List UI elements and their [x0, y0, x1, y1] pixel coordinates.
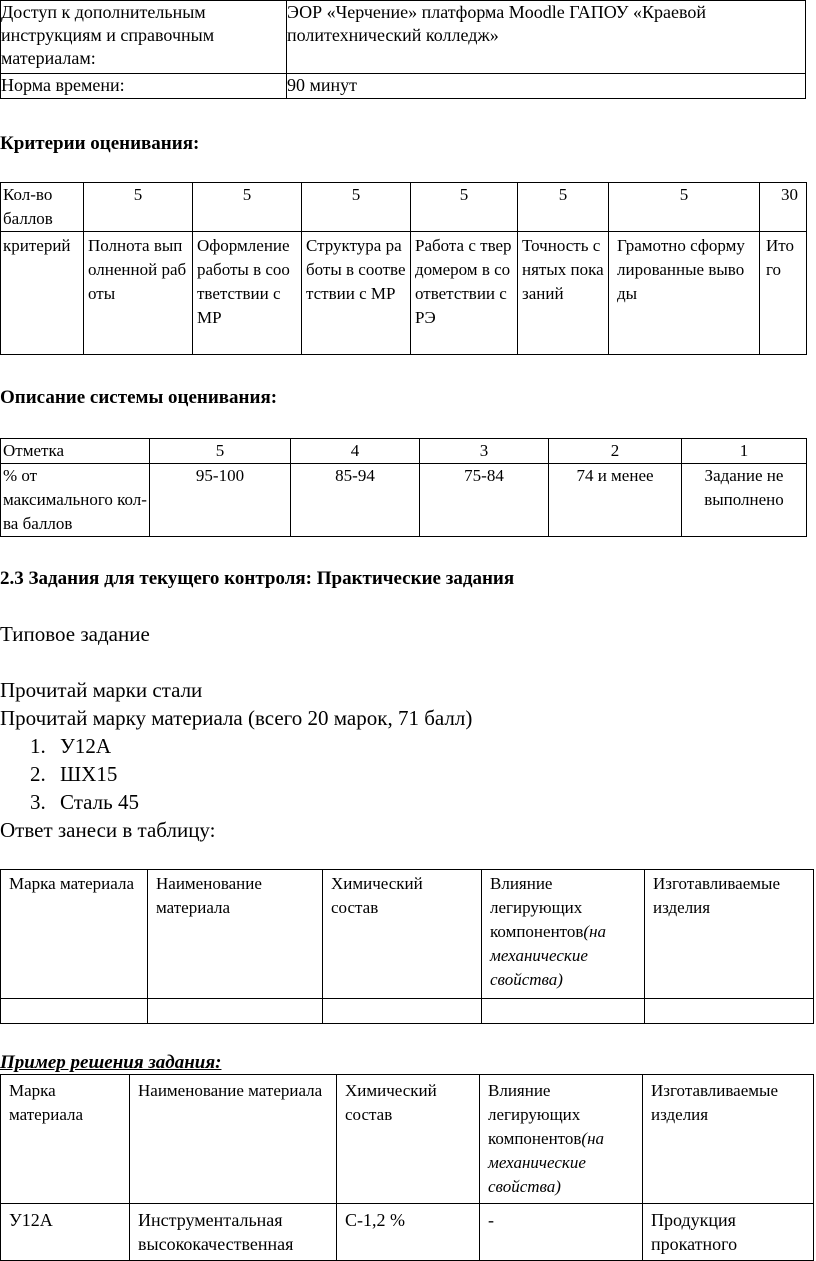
- table-cell: [1, 183, 84, 232]
- table-cell: [760, 232, 807, 355]
- criterion-name: Структура работы в соответствии с МР: [306, 236, 406, 303]
- table-cell: [645, 999, 814, 1024]
- table-cell: [291, 439, 420, 464]
- table-cell: [682, 464, 807, 537]
- list-text: Сталь 45: [60, 790, 139, 814]
- table-cell: [643, 1075, 814, 1204]
- table-cell: [148, 870, 323, 999]
- criterion-name: Оформление работы в соответствии с МР: [197, 236, 290, 327]
- table-cell: [609, 232, 760, 355]
- table-cell: [1, 1204, 130, 1261]
- material-grade: У12А: [9, 1210, 53, 1230]
- info-table: [0, 0, 806, 99]
- table-row: [1, 870, 814, 999]
- points-value: 5: [351, 185, 361, 204]
- criterion-name: Работа с твердомером в соответствии с РЭ: [415, 236, 512, 327]
- time-value: 90 минут: [287, 75, 358, 95]
- column-header: Изготавливаемые изделия: [653, 874, 781, 917]
- table-cell: [549, 464, 682, 537]
- table-cell: [645, 870, 814, 999]
- answer-table: [0, 869, 814, 1024]
- list-item: [30, 762, 117, 787]
- table-row: [1, 74, 806, 99]
- column-header: Химический состав: [331, 874, 423, 917]
- column-header-note: (на механические свойства): [490, 922, 607, 989]
- table-cell: [1, 870, 148, 999]
- table-cell: [150, 439, 291, 464]
- table-row: [1, 999, 814, 1024]
- column-header: Наименование материала: [156, 874, 262, 917]
- list-item: [30, 734, 111, 759]
- points-value: 5: [459, 185, 469, 204]
- mark-value: 3: [479, 441, 489, 460]
- percent-range: 95-100: [195, 466, 245, 485]
- table-cell: [518, 232, 609, 355]
- table-cell: [760, 183, 807, 232]
- list-item: [30, 790, 139, 815]
- tasks-heading: 2.3 Задания для текущего контроля: Практические задания: [0, 568, 515, 589]
- chemical-composition: С-1,2 %: [345, 1210, 405, 1230]
- task-line: Прочитай марку материала (всего 20 марок, 71 балл): [0, 706, 473, 730]
- column-header: Изготавливаемые изделия: [651, 1081, 779, 1124]
- points-value: 5: [558, 185, 568, 204]
- table-cell: [420, 439, 549, 464]
- time-label: Норма времени:: [1, 75, 125, 95]
- criteria-heading: Критерии оценивания:: [0, 133, 200, 154]
- table-cell: [1, 1, 287, 74]
- criterion-total: Итого: [766, 236, 794, 279]
- table-cell: [148, 999, 323, 1024]
- table-cell: [1, 464, 150, 537]
- column-header: Химический состав: [345, 1081, 437, 1124]
- mark-value: 2: [610, 441, 620, 460]
- table-cell: [193, 183, 302, 232]
- table-cell: [150, 464, 291, 537]
- table-cell: [682, 439, 807, 464]
- list-text: ШХ15: [60, 762, 118, 786]
- table-cell: [420, 464, 549, 537]
- column-header: Марка материала: [9, 874, 135, 893]
- list-number: 1.: [30, 734, 46, 758]
- table-cell: [482, 870, 645, 999]
- column-header: Влияние легирующих компонентов: [490, 874, 584, 941]
- material-name: Инструментальная высококачественная: [138, 1210, 294, 1254]
- table-row: [1, 232, 807, 355]
- table-cell: [518, 183, 609, 232]
- table-cell: [549, 439, 682, 464]
- points-total: 30: [781, 185, 798, 204]
- list-text: У12А: [60, 734, 112, 758]
- table-cell: [1, 1075, 130, 1204]
- percent-range: 74 и менее: [576, 466, 654, 485]
- mark-value: 5: [215, 441, 225, 460]
- percent-range: Задание не выполнено: [704, 466, 784, 509]
- table-cell: [411, 232, 518, 355]
- table-cell: [130, 1204, 337, 1261]
- grading-table: [0, 438, 807, 537]
- column-header: Марка материала: [9, 1081, 84, 1124]
- table-cell: [643, 1204, 814, 1261]
- table-cell: [337, 1075, 480, 1204]
- criteria-table: [0, 182, 807, 355]
- percent-range: 75-84: [464, 466, 504, 485]
- percent-range: 85-94: [335, 466, 375, 485]
- table-cell: [1, 439, 150, 464]
- criterion-name: Точность снятых показаний: [522, 236, 604, 303]
- table-cell: [609, 183, 760, 232]
- table-cell: [193, 232, 302, 355]
- table-cell: [480, 1075, 643, 1204]
- answer-instruction: Ответ занеси в таблицу:: [0, 818, 216, 842]
- example-table: [0, 1074, 814, 1261]
- mark-value: 1: [739, 441, 749, 460]
- table-row: [1, 439, 807, 464]
- table-row: [1, 1204, 814, 1261]
- access-label: Доступ к дополнительным инструкциям и справочным материалам:: [1, 2, 215, 68]
- table-cell: [84, 232, 193, 355]
- table-cell: [302, 232, 411, 355]
- criterion-name: Полнота выполненной работы: [88, 236, 187, 303]
- table-cell: [1, 999, 148, 1024]
- table-cell: [1, 74, 287, 99]
- table-cell: [482, 999, 645, 1024]
- points-label: Кол-во баллов: [3, 185, 53, 228]
- table-cell: [287, 1, 806, 74]
- table-cell: [130, 1075, 337, 1204]
- table-cell: [323, 870, 482, 999]
- column-header-note: (на механические свойства): [488, 1129, 605, 1196]
- points-value: 5: [133, 185, 143, 204]
- criterion-name: Грамотно сформулированные выводы: [617, 236, 745, 303]
- mark-value: 4: [350, 441, 360, 460]
- table-cell: [323, 999, 482, 1024]
- products: Продукция прокатного: [651, 1210, 738, 1254]
- table-cell: [337, 1204, 480, 1261]
- table-cell: [287, 74, 806, 99]
- task-line: Прочитай марки стали: [0, 678, 203, 702]
- table-cell: [291, 464, 420, 537]
- table-row: [1, 464, 807, 537]
- criterion-label: критерий: [3, 236, 71, 255]
- column-header: Наименование материала: [138, 1081, 323, 1100]
- typical-task-label: Типовое задание: [0, 622, 150, 646]
- example-heading: Пример решения задания:: [0, 1052, 222, 1073]
- grading-heading: Описание системы оценивания:: [0, 387, 278, 408]
- mark-label: Отметка: [3, 441, 64, 460]
- percent-label: % от максимального кол-ва баллов: [3, 466, 147, 533]
- access-value: ЭОР «Черчение» платформа Moodle ГАПОУ «Краевой политехнический колледж»: [287, 2, 706, 45]
- table-row: [1, 1, 806, 74]
- table-cell: [1, 232, 84, 355]
- alloy-influence: -: [488, 1210, 494, 1230]
- table-cell: [84, 183, 193, 232]
- table-cell: [411, 183, 518, 232]
- points-value: 5: [679, 185, 689, 204]
- list-number: 3.: [30, 790, 46, 814]
- table-cell: [480, 1204, 643, 1261]
- list-number: 2.: [30, 762, 46, 786]
- table-cell: [302, 183, 411, 232]
- table-row: [1, 1075, 814, 1204]
- points-value: 5: [242, 185, 252, 204]
- column-header: Влияние легирующих компонентов: [488, 1081, 582, 1148]
- table-row: [1, 183, 807, 232]
